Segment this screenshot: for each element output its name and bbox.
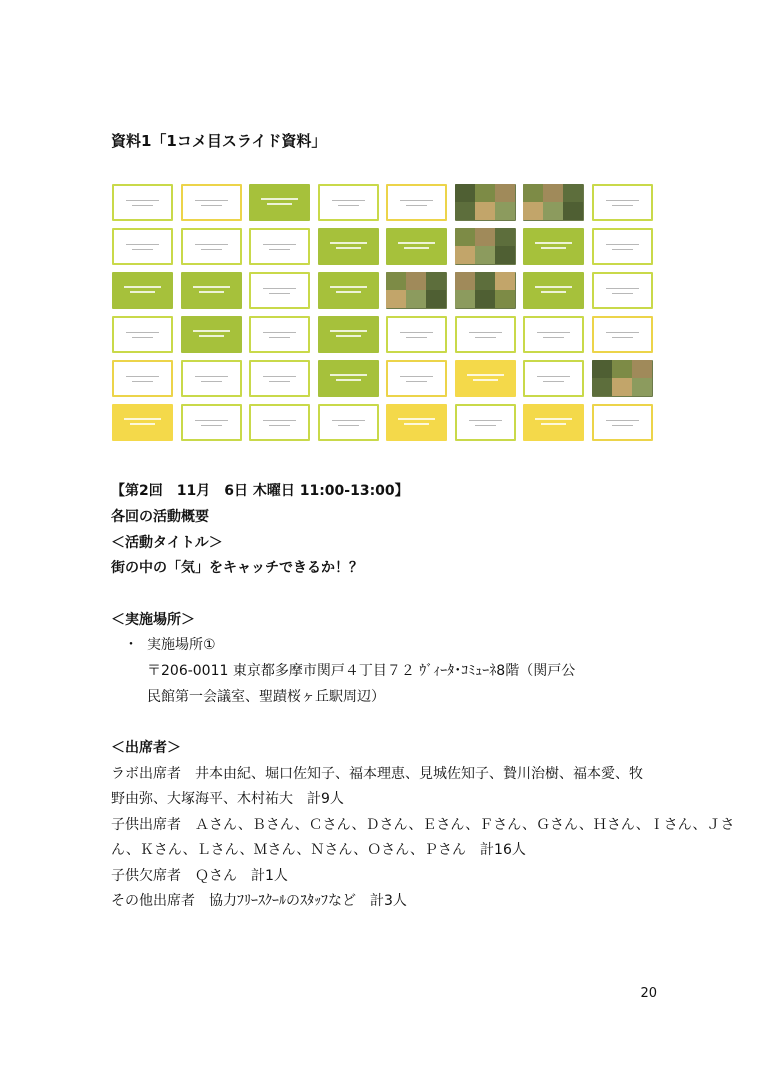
photo-tile <box>612 378 632 396</box>
slide-thumbnail <box>386 272 447 309</box>
slide-text-line <box>269 381 290 382</box>
slide-text-line <box>537 332 570 333</box>
photo-tile <box>495 202 515 220</box>
slide-thumbnail <box>523 404 584 441</box>
slide-text-line <box>195 200 228 201</box>
photo-tile <box>592 360 612 378</box>
venue-address-line2: 民館第一会議室、聖蹟桜ヶ丘駅周辺） <box>147 689 385 705</box>
slide-thumbnail <box>592 184 653 221</box>
slide-text-line <box>330 374 367 376</box>
slide-text-line <box>612 205 633 206</box>
slide-text-line <box>473 379 498 381</box>
slide-thumbnail <box>318 228 379 265</box>
slide-text-line <box>126 200 159 201</box>
slide-thumbnail <box>112 184 173 221</box>
slide-text-line <box>543 381 564 382</box>
slide-text-line <box>330 330 367 332</box>
slide-text-line <box>535 286 572 288</box>
photo-tile <box>455 272 475 290</box>
slide-thumbnail <box>181 316 242 353</box>
photo-tile <box>475 272 495 290</box>
slide-text-line <box>195 420 228 421</box>
slide-text-line <box>132 337 153 338</box>
slide-text-line <box>199 291 224 293</box>
photo-tile <box>543 202 563 220</box>
photo-tile <box>475 290 495 308</box>
venue-label: ＜実施場所＞ <box>111 612 195 628</box>
slide-text-line <box>469 332 502 333</box>
slide-text-line <box>537 376 570 377</box>
slide-text-line <box>535 242 572 244</box>
photo-tile <box>632 378 652 396</box>
slide-text-line <box>263 244 296 245</box>
venue-name: 実施場所① <box>147 637 216 653</box>
slide-text-line <box>612 425 633 426</box>
photo-tile <box>495 272 515 290</box>
slide-thumbnail <box>592 316 653 353</box>
slide-text-line <box>400 200 433 201</box>
photo-tile <box>406 290 426 308</box>
slide-thumbnail <box>112 316 173 353</box>
photo-tile <box>475 184 495 202</box>
slide-thumbnail <box>592 360 653 397</box>
slide-thumbnail <box>455 272 516 309</box>
activity-title-label: ＜活動タイトル＞ <box>111 535 223 551</box>
slide-thumbnail <box>249 360 310 397</box>
lab-attendees-line2: 野由弥、大塚海平、木村祐大 計9人 <box>111 791 344 807</box>
slide-text-line <box>541 247 566 249</box>
slide-text-line <box>330 242 367 244</box>
slide-thumbnail <box>592 228 653 265</box>
slide-thumbnail <box>455 228 516 265</box>
slides-thumbnail-grid <box>112 184 657 444</box>
slide-text-line <box>543 337 564 338</box>
other-attendees: その他出席者 協力ﾌﾘｰｽｸｰﾙのｽﾀｯﾌなど 計3人 <box>111 893 407 909</box>
slide-thumbnail <box>455 316 516 353</box>
slide-text-line <box>606 288 639 289</box>
slide-thumbnail <box>249 184 310 221</box>
slide-text-line <box>467 374 504 376</box>
slide-thumbnail <box>386 228 447 265</box>
slide-text-line <box>269 249 290 250</box>
page-number: 20 <box>640 986 657 1001</box>
slide-text-line <box>406 381 427 382</box>
photo-tile <box>612 360 632 378</box>
slide-text-line <box>332 420 365 421</box>
slide-text-line <box>193 286 230 288</box>
slide-text-line <box>195 376 228 377</box>
slide-thumbnail <box>112 404 173 441</box>
child-absent: 子供欠席者 Ｑさん 計1人 <box>111 868 288 884</box>
slide-thumbnail <box>523 316 584 353</box>
slide-thumbnail <box>455 184 516 221</box>
slide-thumbnail <box>455 360 516 397</box>
slide-thumbnail <box>523 228 584 265</box>
photo-tile <box>495 290 515 308</box>
photo-tile <box>563 202 583 220</box>
lab-attendees-line1: ラボ出席者 井本由紀、堀口佐知子、福本理恵、見城佐知子、贄川治樹、福本愛、牧 <box>111 766 643 782</box>
slide-thumbnail <box>386 404 447 441</box>
session-header: 【第2回 11月 6日 木曜日 11:00-13:00】 <box>111 483 409 499</box>
slide-text-line <box>201 205 222 206</box>
slide-thumbnail <box>181 404 242 441</box>
photo-tile <box>563 184 583 202</box>
slide-text-line <box>269 337 290 338</box>
photo-tile <box>495 246 515 264</box>
slide-text-line <box>606 244 639 245</box>
slide-text-line <box>267 203 292 205</box>
slide-text-line <box>398 242 435 244</box>
slide-text-line <box>336 247 361 249</box>
slide-text-line <box>469 420 502 421</box>
slide-thumbnail <box>181 184 242 221</box>
slide-thumbnail <box>523 184 584 221</box>
slide-text-line <box>263 420 296 421</box>
slide-thumbnail <box>318 272 379 309</box>
slide-text-line <box>132 205 153 206</box>
photo-tile <box>495 228 515 246</box>
slide-thumbnail <box>181 228 242 265</box>
slide-text-line <box>406 205 427 206</box>
photo-tile <box>523 202 543 220</box>
slide-thumbnail <box>181 360 242 397</box>
slide-thumbnail <box>386 316 447 353</box>
slide-text-line <box>404 423 429 425</box>
slide-thumbnail <box>249 272 310 309</box>
slide-thumbnail <box>386 360 447 397</box>
slide-thumbnail <box>592 272 653 309</box>
slide-thumbnail <box>592 404 653 441</box>
slide-text-line <box>193 330 230 332</box>
slide-text-line <box>606 332 639 333</box>
slide-thumbnail <box>318 360 379 397</box>
slide-thumbnail <box>523 272 584 309</box>
slide-text-line <box>130 291 155 293</box>
slide-text-line <box>269 293 290 294</box>
slide-text-line <box>201 381 222 382</box>
slide-thumbnail <box>455 404 516 441</box>
attendees-label: ＜出席者＞ <box>111 740 181 756</box>
slide-text-line <box>124 286 161 288</box>
activity-title: 街の中の「気」をキャッチできるか！？ <box>111 560 363 576</box>
child-attendees-line2: ん、Ｋさん、Ｌさん、Ｍさん、Ｎさん、Ｏさん、Ｐさん 計16人 <box>111 842 526 858</box>
photo-tile <box>386 272 406 290</box>
slide-thumbnail <box>249 404 310 441</box>
child-attendees-line1: 子供出席者 Ａさん、Ｂさん、Ｃさん、Ｄさん、Ｅさん、Ｆさん、Ｇさん、Ｈさん、Ｉさん、Ｊさ <box>111 817 735 833</box>
slide-text-line <box>199 335 224 337</box>
slide-text-line <box>338 205 359 206</box>
slide-thumbnail <box>523 360 584 397</box>
activity-summary: 各回の活動概要 <box>111 509 209 525</box>
slide-text-line <box>475 425 496 426</box>
slide-thumbnail <box>112 360 173 397</box>
photo-tile <box>455 228 475 246</box>
slide-text-line <box>263 332 296 333</box>
slide-text-line <box>126 332 159 333</box>
slide-text-line <box>606 420 639 421</box>
slide-text-line <box>124 418 161 420</box>
slide-text-line <box>612 337 633 338</box>
photo-tile <box>455 290 475 308</box>
slide-thumbnail <box>318 404 379 441</box>
photo-tile <box>455 184 475 202</box>
slide-text-line <box>132 381 153 382</box>
slide-text-line <box>400 332 433 333</box>
slide-text-line <box>336 379 361 381</box>
slide-text-line <box>330 286 367 288</box>
slide-text-line <box>261 198 298 200</box>
venue-bullet: ・ <box>124 637 138 653</box>
slide-text-line <box>612 293 633 294</box>
slide-text-line <box>336 291 361 293</box>
slide-text-line <box>263 376 296 377</box>
slide-thumbnail <box>386 184 447 221</box>
slide-text-line <box>398 418 435 420</box>
photo-tile <box>592 378 612 396</box>
photo-tile <box>426 290 446 308</box>
slide-text-line <box>400 376 433 377</box>
slide-text-line <box>332 200 365 201</box>
photo-tile <box>475 228 495 246</box>
photo-tile <box>632 360 652 378</box>
photo-tile <box>455 246 475 264</box>
photo-tile <box>406 272 426 290</box>
slide-text-line <box>541 291 566 293</box>
photo-tile <box>495 184 515 202</box>
slide-text-line <box>338 425 359 426</box>
slide-thumbnail <box>181 272 242 309</box>
slide-text-line <box>475 337 496 338</box>
slide-thumbnail <box>249 316 310 353</box>
photo-tile <box>523 184 543 202</box>
slide-text-line <box>201 425 222 426</box>
slide-thumbnail <box>318 316 379 353</box>
photo-tile <box>426 272 446 290</box>
slide-text-line <box>535 418 572 420</box>
photo-tile <box>386 290 406 308</box>
venue-address-line1: 〒206-0011 東京都多摩市関戸４丁目７２ ｳﾞｨｰﾀ･ｺﾐｭｰﾈ8階（関戸公 <box>147 663 576 679</box>
photo-tile <box>455 202 475 220</box>
slide-text-line <box>195 244 228 245</box>
slide-thumbnail <box>112 228 173 265</box>
slide-text-line <box>132 249 153 250</box>
slide-text-line <box>336 335 361 337</box>
slide-text-line <box>201 249 222 250</box>
slide-thumbnail <box>112 272 173 309</box>
resource-heading: 資料1「1コメ目スライド資料」 <box>111 132 327 150</box>
photo-tile <box>475 246 495 264</box>
slide-text-line <box>406 337 427 338</box>
slide-text-line <box>130 423 155 425</box>
slide-thumbnail <box>249 228 310 265</box>
photo-tile <box>543 184 563 202</box>
slide-text-line <box>263 288 296 289</box>
slide-text-line <box>126 376 159 377</box>
slide-thumbnail <box>318 184 379 221</box>
slide-text-line <box>612 249 633 250</box>
slide-text-line <box>606 200 639 201</box>
slide-text-line <box>541 423 566 425</box>
slide-text-line <box>269 425 290 426</box>
slide-text-line <box>126 244 159 245</box>
slide-text-line <box>404 247 429 249</box>
photo-tile <box>475 202 495 220</box>
